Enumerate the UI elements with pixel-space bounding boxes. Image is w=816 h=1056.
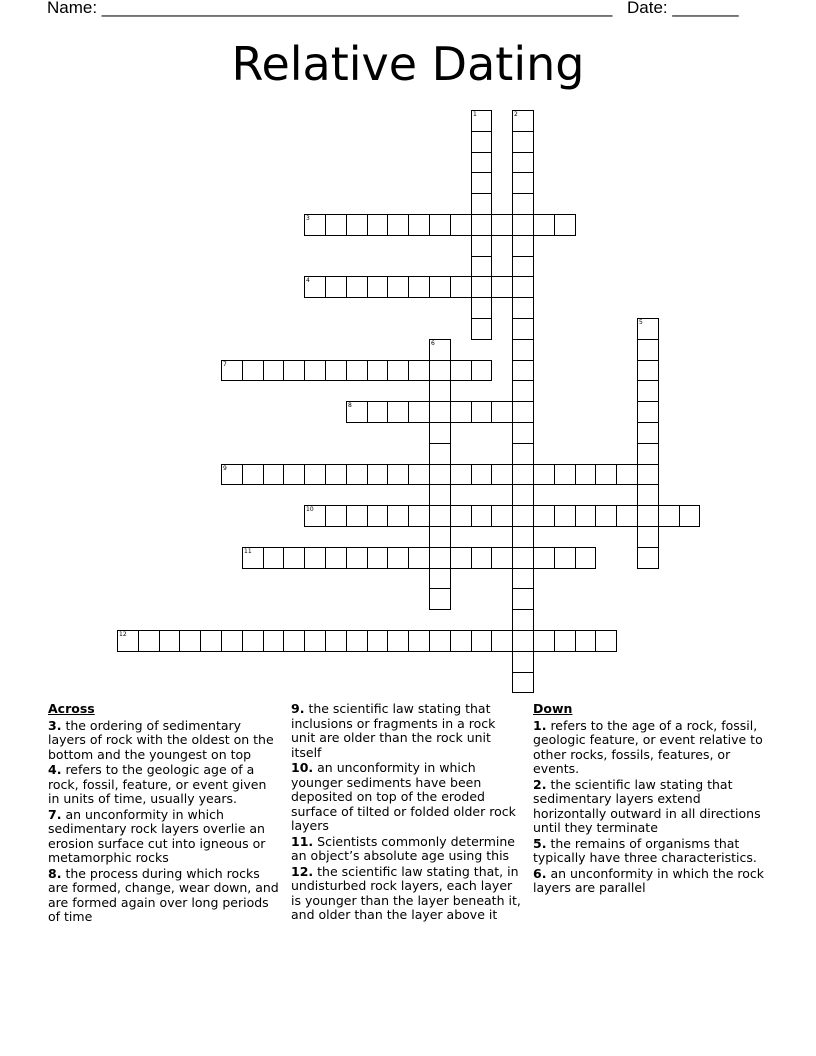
grid-cell[interactable]	[304, 464, 326, 485]
grid-cell[interactable]	[263, 547, 284, 569]
clue-text: the ordering of sedimentary layers of rock with the oldest on the bottom and the youngest on top	[48, 717, 274, 762]
grid-cell[interactable]	[512, 526, 534, 548]
grid-cell[interactable]	[637, 464, 659, 485]
across-clue-8	[48, 867, 280, 925]
grid-cell[interactable]	[512, 484, 534, 506]
grid-cell[interactable]	[429, 568, 451, 589]
grid-cell[interactable]	[367, 630, 388, 652]
grid-cell[interactable]	[263, 464, 284, 485]
grid-cell[interactable]	[221, 360, 243, 381]
grid-cell[interactable]	[325, 505, 347, 527]
grid-cell[interactable]	[242, 360, 264, 381]
grid-cell[interactable]	[387, 276, 409, 298]
grid-cell[interactable]	[429, 588, 451, 610]
grid-cell[interactable]	[200, 630, 222, 652]
grid-cell[interactable]	[471, 214, 492, 236]
grid-cell[interactable]	[471, 401, 492, 423]
grid-cell[interactable]	[512, 131, 534, 153]
grid-cell[interactable]	[325, 630, 347, 652]
grid-cell[interactable]	[387, 547, 409, 569]
grid-cell[interactable]	[346, 401, 368, 423]
grid-cell[interactable]	[637, 360, 659, 381]
cell-number: 1	[473, 111, 477, 118]
grid-cell[interactable]	[242, 630, 264, 652]
grid-cell[interactable]	[637, 484, 659, 506]
clue-number: 9.	[291, 701, 305, 716]
across-clue-4	[48, 763, 280, 807]
grid-cell[interactable]	[512, 609, 534, 631]
grid-cell[interactable]	[346, 360, 368, 381]
across-heading: Across	[48, 701, 95, 716]
grid-cell[interactable]	[159, 630, 180, 652]
grid-cell[interactable]	[554, 505, 576, 527]
grid-cell[interactable]	[637, 318, 659, 340]
grid-cell[interactable]	[554, 464, 576, 485]
down-clue-1	[533, 719, 765, 777]
grid-cell[interactable]	[512, 630, 534, 652]
grid-cell[interactable]	[533, 214, 555, 236]
grid-cell[interactable]	[512, 464, 534, 485]
grid-cell[interactable]	[595, 630, 617, 652]
grid-cell[interactable]	[512, 672, 534, 693]
grid-cell[interactable]	[471, 464, 492, 485]
cell-number: 5	[639, 319, 643, 326]
grid-cell[interactable]	[367, 214, 388, 236]
grid-cell[interactable]	[450, 547, 472, 569]
grid-cell[interactable]	[263, 630, 284, 652]
cell-number: 12	[119, 631, 127, 638]
grid-cell[interactable]	[221, 464, 243, 485]
clue-number: 2.	[533, 776, 547, 792]
grid-cell[interactable]	[325, 360, 347, 381]
grid-cell[interactable]	[595, 464, 617, 485]
grid-cell[interactable]	[283, 360, 305, 381]
grid-cell[interactable]	[679, 505, 700, 527]
grid-cell[interactable]	[637, 422, 659, 444]
grid-cell[interactable]	[491, 505, 513, 527]
grid-cell[interactable]	[616, 464, 638, 485]
grid-cell[interactable]	[512, 214, 534, 236]
grid-cell[interactable]	[450, 505, 472, 527]
grid-cell[interactable]	[533, 547, 555, 569]
name-field-label[interactable]: Name: ______________________________________________________	[47, 0, 613, 17]
grid-cell[interactable]	[367, 276, 388, 298]
grid-cell[interactable]	[408, 547, 430, 569]
grid-cell[interactable]	[408, 214, 430, 236]
grid-cell[interactable]	[512, 318, 534, 340]
grid-cell[interactable]	[575, 547, 596, 569]
grid-cell[interactable]	[637, 505, 659, 527]
grid-cell[interactable]	[429, 484, 451, 506]
clue-text: refers to the age of a rock, fossil, geologic feature, or event relative to other rocks, fossils, features, or events.	[533, 717, 763, 776]
grid-cell[interactable]	[637, 547, 659, 569]
down-clue-6	[533, 867, 765, 896]
grid-cell[interactable]	[367, 505, 388, 527]
grid-cell[interactable]	[450, 630, 472, 652]
grid-cell[interactable]	[325, 464, 347, 485]
cell-number: 3	[306, 215, 310, 222]
grid-cell[interactable]	[512, 401, 534, 423]
grid-cell[interactable]	[471, 276, 492, 298]
grid-cell[interactable]	[450, 464, 472, 485]
clue-text: an unconformity in which younger sediments have been deposited on top of the eroded surface of tilted or folded older rock layers	[291, 760, 516, 833]
grid-cell[interactable]	[408, 276, 430, 298]
clue-number: 7.	[48, 806, 62, 822]
clue-text: an unconformity in which sedimentary rock layers overlie an erosion surface cut into igneous or metamorphic rocks	[48, 806, 266, 865]
grid-cell[interactable]	[408, 630, 430, 652]
clue-number: 4.	[48, 762, 62, 777]
grid-cell[interactable]	[512, 235, 534, 257]
across-clue-9	[291, 702, 523, 760]
grid-cell[interactable]	[429, 380, 451, 402]
grid-cell[interactable]	[429, 276, 451, 298]
grid-cell[interactable]	[304, 547, 326, 569]
grid-cell[interactable]	[179, 630, 201, 652]
grid-cell[interactable]	[450, 276, 472, 298]
grid-cell[interactable]	[512, 443, 534, 465]
clues-column-2	[291, 702, 523, 924]
grid-cell[interactable]	[512, 193, 534, 215]
grid-cell[interactable]	[658, 505, 680, 527]
grid-cell[interactable]	[429, 464, 451, 485]
grid-cell[interactable]	[491, 401, 513, 423]
grid-cell[interactable]	[512, 547, 534, 569]
grid-cell[interactable]	[512, 276, 534, 298]
clue-text: Scientists commonly determine an object’s absolute age using this	[291, 833, 515, 863]
clue-text: the process during which rocks are formed, change, wear down, and are formed again over long periods of time	[48, 865, 279, 924]
grid-cell[interactable]	[637, 339, 659, 361]
grid-cell[interactable]	[304, 360, 326, 381]
cell-number: 6	[431, 340, 435, 347]
clue-text: the scientific law stating that sedimentary layers extend horizontally outward in all directions until they terminate	[533, 776, 761, 835]
clue-text: the scientific law stating that inclusions or fragments in a rock unit are older than the rock unit itself	[291, 701, 496, 760]
grid-cell[interactable]	[387, 464, 409, 485]
grid-cell[interactable]	[367, 401, 388, 423]
grid-cell[interactable]	[471, 172, 492, 194]
grid-cell[interactable]	[346, 276, 368, 298]
grid-cell[interactable]	[471, 360, 492, 381]
grid-cell[interactable]	[637, 443, 659, 465]
grid-cell[interactable]	[471, 630, 492, 652]
grid-cell[interactable]	[429, 214, 451, 236]
grid-cell[interactable]	[491, 630, 513, 652]
cell-number: 9	[223, 465, 227, 472]
grid-cell[interactable]	[575, 464, 596, 485]
grid-cell[interactable]	[429, 401, 451, 423]
clue-number: 12.	[291, 863, 314, 879]
grid-cell[interactable]	[512, 568, 534, 589]
grid-cell[interactable]	[471, 256, 492, 277]
grid-cell[interactable]	[304, 505, 326, 527]
across-clue-11	[291, 835, 523, 864]
grid-cell[interactable]	[387, 505, 409, 527]
grid-cell[interactable]	[387, 360, 409, 381]
grid-cell[interactable]	[512, 380, 534, 402]
grid-cell[interactable]	[471, 297, 492, 319]
grid-cell[interactable]	[471, 193, 492, 215]
grid-cell[interactable]	[491, 547, 513, 569]
grid-cell[interactable]	[512, 110, 534, 132]
cell-number: 11	[244, 548, 252, 555]
grid-cell[interactable]	[429, 360, 451, 381]
clue-number: 5.	[533, 835, 547, 851]
clue-text: an unconformity in which the rock layers are parallel	[533, 865, 765, 895]
date-field-label[interactable]: Date: _______	[627, 0, 739, 17]
grid-cell[interactable]	[491, 276, 513, 298]
grid-cell[interactable]	[408, 401, 430, 423]
cell-number: 10	[306, 506, 314, 513]
grid-cell[interactable]	[429, 630, 451, 652]
grid-cell[interactable]	[263, 360, 284, 381]
grid-cell[interactable]	[346, 630, 368, 652]
grid-cell[interactable]	[471, 235, 492, 257]
grid-cell[interactable]	[512, 360, 534, 381]
grid-cell[interactable]	[429, 547, 451, 569]
grid-cell[interactable]	[471, 505, 492, 527]
grid-cell[interactable]	[512, 505, 534, 527]
grid-cell[interactable]	[471, 152, 492, 173]
grid-cell[interactable]	[637, 526, 659, 548]
grid-cell[interactable]	[346, 505, 368, 527]
grid-cell[interactable]	[471, 547, 492, 569]
grid-cell[interactable]	[595, 505, 617, 527]
grid-cell[interactable]	[554, 547, 576, 569]
grid-cell[interactable]	[575, 630, 596, 652]
grid-cell[interactable]	[387, 214, 409, 236]
grid-cell[interactable]	[491, 464, 513, 485]
cell-number: 2	[514, 111, 518, 118]
grid-cell[interactable]	[138, 630, 160, 652]
grid-cell[interactable]	[117, 630, 139, 652]
grid-cell[interactable]	[637, 401, 659, 423]
grid-cell[interactable]	[512, 588, 534, 610]
grid-cell[interactable]	[533, 505, 555, 527]
across-clue-10	[291, 761, 523, 834]
grid-cell[interactable]	[367, 547, 388, 569]
clue-number: 3.	[48, 717, 62, 733]
across-clue-12	[291, 865, 523, 923]
grid-cell[interactable]	[367, 360, 388, 381]
clue-number: 10.	[291, 760, 314, 775]
grid-cell[interactable]	[242, 464, 264, 485]
grid-cell[interactable]	[387, 630, 409, 652]
clue-number: 1.	[533, 717, 547, 733]
grid-cell[interactable]	[554, 630, 576, 652]
cell-number: 7	[223, 361, 227, 368]
grid-cell[interactable]	[387, 401, 409, 423]
grid-cell[interactable]	[450, 214, 472, 236]
grid-cell[interactable]	[512, 651, 534, 673]
grid-cell[interactable]	[346, 464, 368, 485]
across-clue-3	[48, 719, 280, 763]
grid-cell[interactable]	[408, 464, 430, 485]
grid-cell[interactable]	[325, 214, 347, 236]
grid-cell[interactable]	[616, 505, 638, 527]
cell-number: 8	[348, 402, 352, 409]
clue-number: 6.	[533, 865, 547, 881]
grid-cell[interactable]	[346, 547, 368, 569]
grid-cell[interactable]	[408, 505, 430, 527]
grid-cell[interactable]	[512, 172, 534, 194]
clue-number: 8.	[48, 865, 62, 881]
down-clue-2	[533, 778, 765, 836]
grid-cell[interactable]	[450, 360, 472, 381]
grid-cell[interactable]	[408, 360, 430, 381]
grid-cell[interactable]	[575, 505, 596, 527]
grid-cell[interactable]	[491, 214, 513, 236]
down-clue-5	[533, 837, 765, 866]
clues-column-1	[48, 702, 280, 926]
grid-cell[interactable]	[512, 422, 534, 444]
grid-cell[interactable]	[325, 276, 347, 298]
clues-column-3	[533, 702, 765, 897]
grid-cell[interactable]	[346, 214, 368, 236]
grid-cell[interactable]	[429, 422, 451, 444]
grid-cell[interactable]	[471, 318, 492, 340]
grid-cell[interactable]	[283, 547, 305, 569]
grid-cell[interactable]	[512, 152, 534, 173]
grid-cell[interactable]	[429, 339, 451, 361]
grid-cell[interactable]	[512, 256, 534, 277]
down-heading: Down	[533, 701, 573, 716]
grid-cell[interactable]	[304, 630, 326, 652]
clue-text: refers to the geologic age of a rock, fossil, feature, or event given in units of time, usually years.	[48, 762, 267, 806]
across-clue-7	[48, 808, 280, 866]
clue-text: the remains of organisms that typically have three characteristics.	[533, 835, 757, 865]
grid-cell[interactable]	[471, 131, 492, 153]
grid-cell[interactable]	[554, 214, 576, 236]
grid-cell[interactable]	[450, 401, 472, 423]
cell-number: 4	[306, 277, 310, 284]
grid-cell[interactable]	[533, 464, 555, 485]
grid-cell[interactable]	[471, 110, 492, 132]
grid-cell[interactable]	[221, 630, 243, 652]
grid-cell[interactable]	[429, 443, 451, 465]
grid-cell[interactable]	[325, 547, 347, 569]
clue-text: the scientific law stating that, in undisturbed rock layers, each layer is younger than the layer beneath it, and older than the layer above it	[291, 863, 521, 922]
grid-cell[interactable]	[242, 547, 264, 569]
grid-cell[interactable]	[429, 526, 451, 548]
grid-cell[interactable]	[429, 505, 451, 527]
grid-cell[interactable]	[367, 464, 388, 485]
grid-cell[interactable]	[512, 339, 534, 361]
grid-cell[interactable]	[304, 214, 326, 236]
grid-cell[interactable]	[283, 630, 305, 652]
grid-cell[interactable]	[637, 380, 659, 402]
grid-cell[interactable]	[533, 630, 555, 652]
grid-cell[interactable]	[304, 276, 326, 298]
clue-number: 11.	[291, 833, 314, 849]
grid-cell[interactable]	[512, 297, 534, 319]
page-title: Relative Dating	[231, 37, 585, 91]
grid-cell[interactable]	[283, 464, 305, 485]
